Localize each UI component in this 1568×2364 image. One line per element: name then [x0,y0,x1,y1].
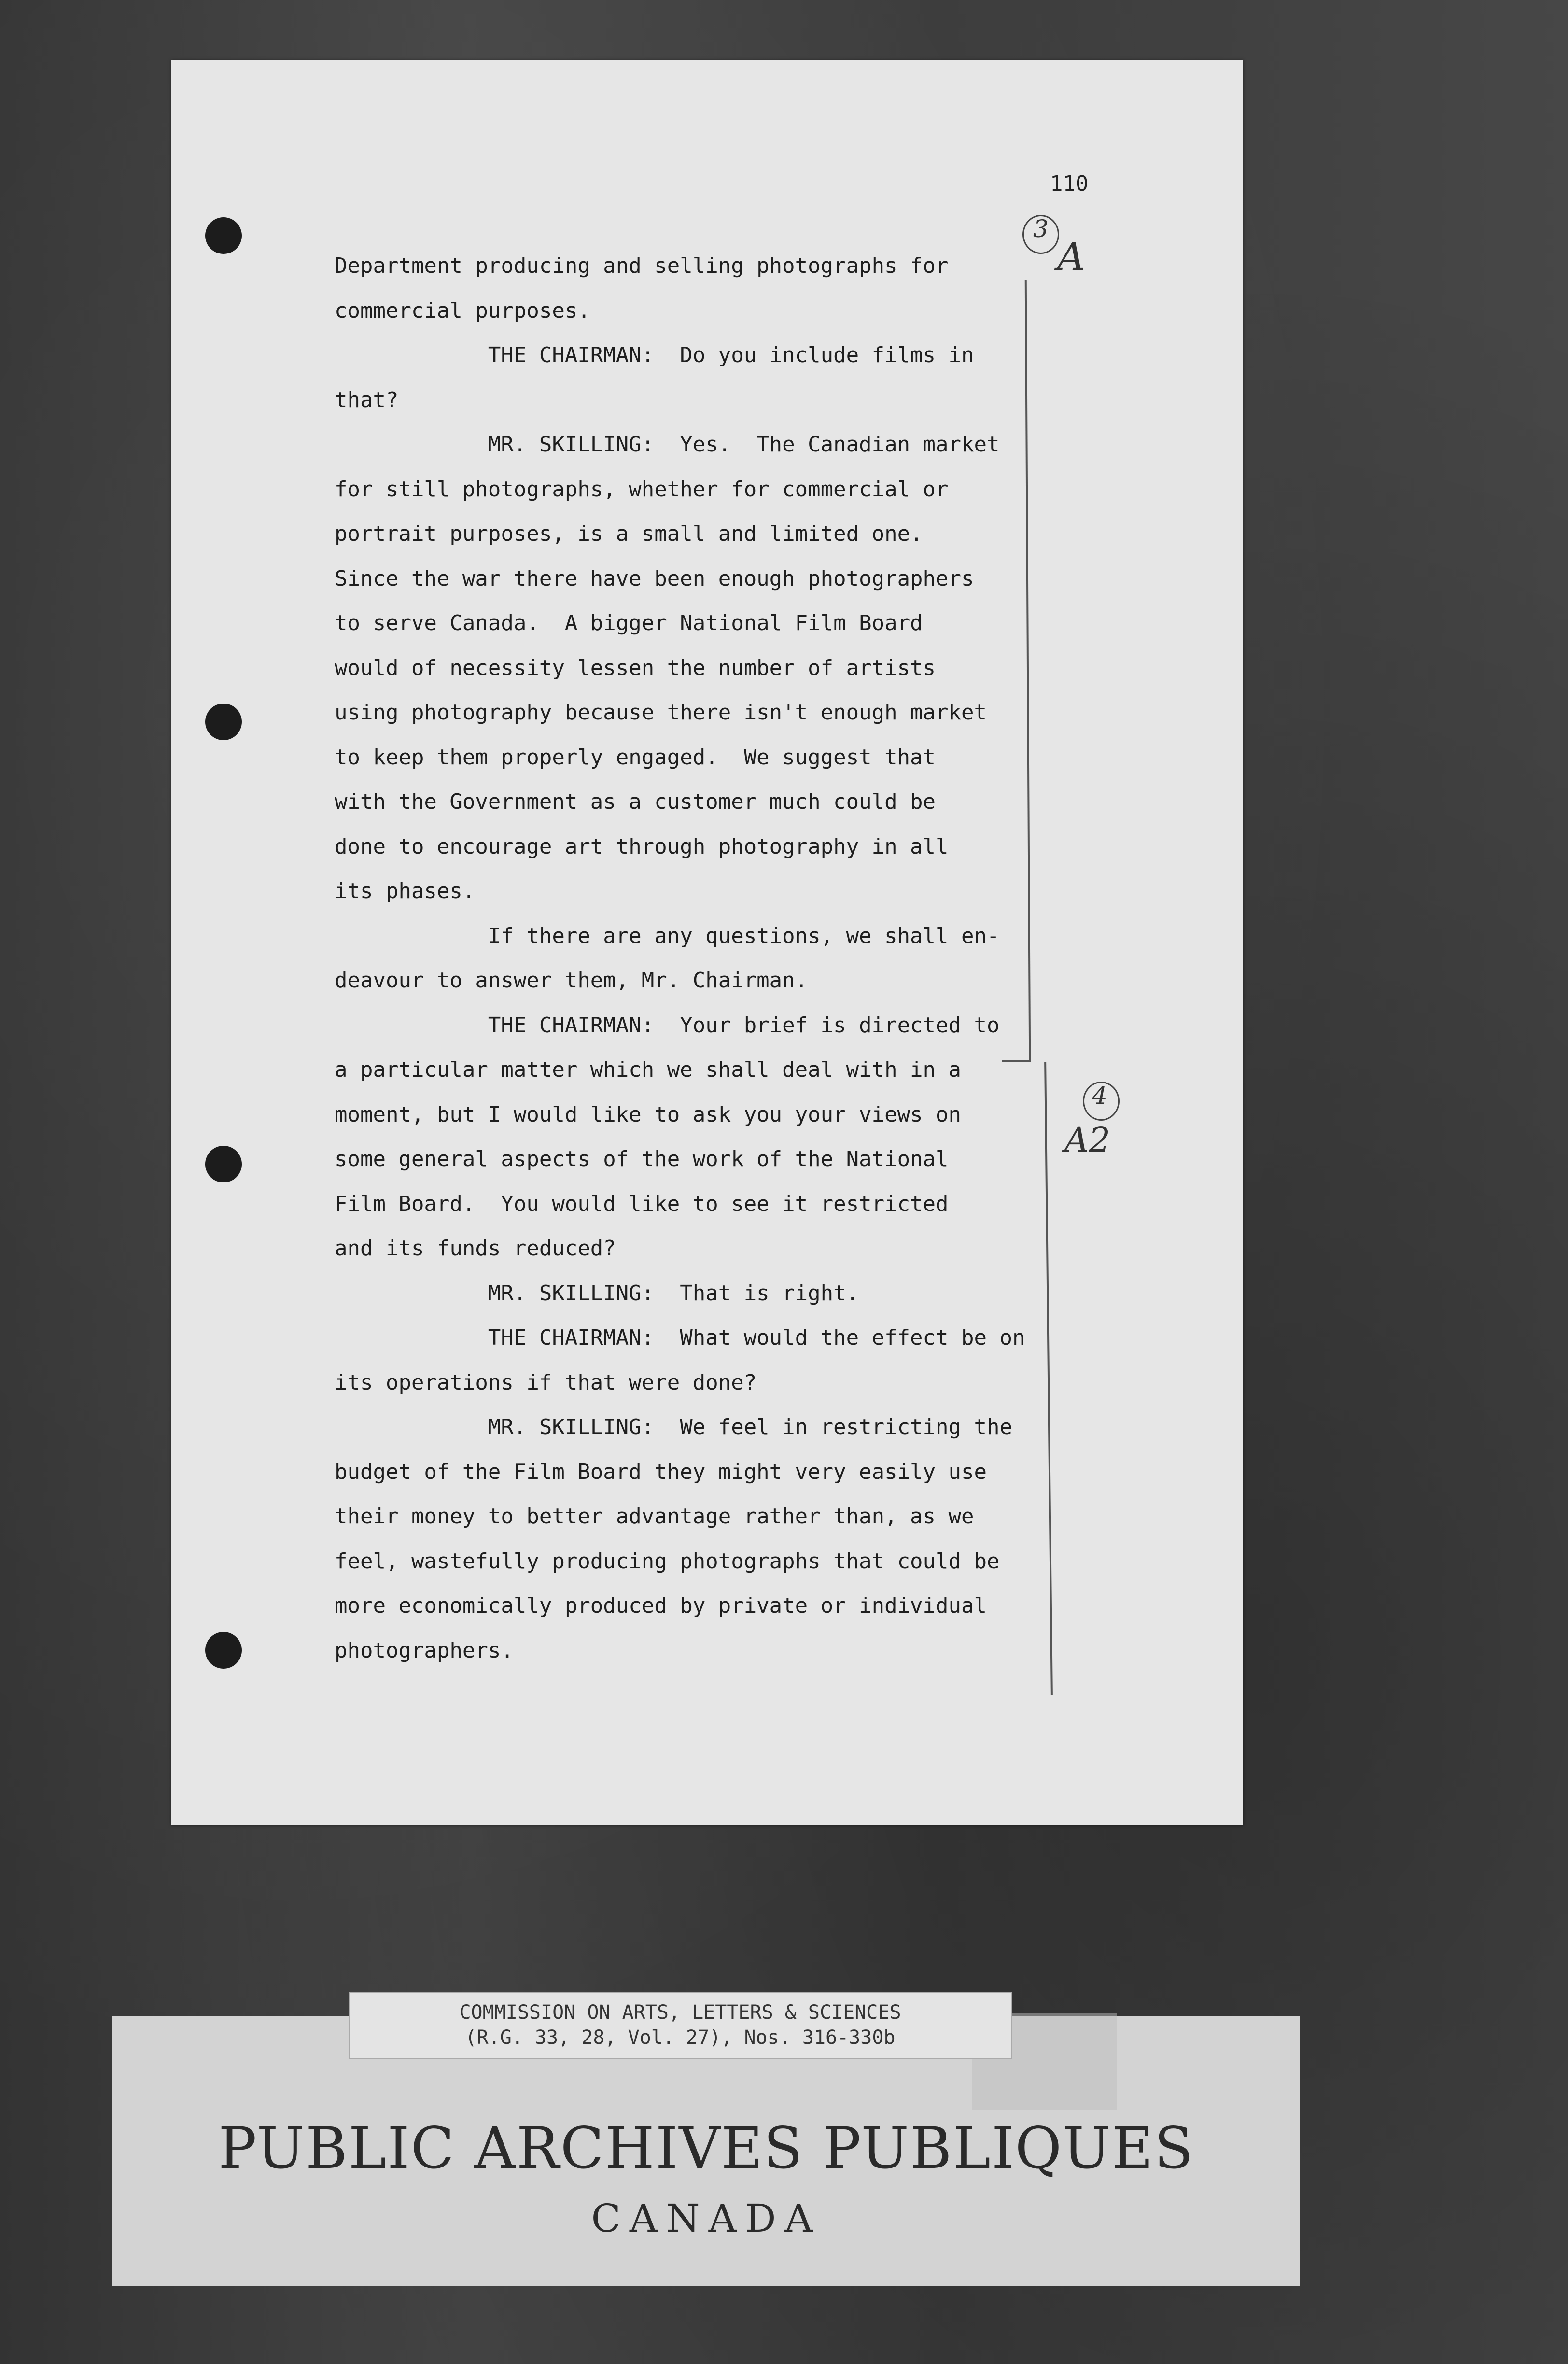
punch-hole-4 [205,1632,242,1669]
text-line: more economically produced by private or individual [335,1593,987,1618]
text-line: photographers. [335,1638,514,1663]
text-line: commercial purposes. [335,298,590,323]
text-line: with the Government as a customer much could be [335,789,936,814]
text-line: to keep them properly engaged. We suggest that [335,745,936,770]
punch-hole-1 [205,217,242,254]
text-line: and its funds reduced? [335,1236,616,1261]
margin-note-letter-1: A [1057,234,1085,279]
text-line: some general aspects of the work of the National [335,1147,949,1171]
text-line: Since the war there have been enough photographers [335,566,974,591]
punch-hole-2 [205,704,242,740]
margin-note-letter-2: A2 [1064,1120,1111,1160]
text-line: Film Board. You would like to see it restricted [335,1191,949,1216]
margin-note-number-1: 3 [1033,215,1049,243]
text-line: using photography because there isn't enough market [335,700,987,725]
text-line: their money to better advantage rather than, as we [335,1504,974,1529]
text-line: moment, but I would like to ask you your views on [335,1102,962,1127]
text-line: would of necessity lessen the number of artists [335,655,936,680]
transcript-text [335,244,1059,1673]
text-line: its phases. [335,879,476,903]
text-line: for still photographs, whether for commercial or [335,477,949,502]
text-line: deavour to answer them, Mr. Chairman. [335,968,808,993]
archive-reference-line-1: COMMISSION ON ARTS, LETTERS & SCIENCES [459,2001,901,2024]
text-line: feel, wastefully producing photographs that could be [335,1548,1000,1574]
text-line: Department producing and selling photographs for [335,253,949,278]
text-line: that? [335,387,399,412]
punch-hole-3 [205,1146,242,1182]
text-line: portrait purposes, is a small and limited one. [335,521,923,546]
archive-reference-label [349,1992,1012,2059]
text-line: MR. SKILLING: That is right. [335,1280,859,1306]
margin-note-number-2: 4 [1092,1082,1107,1110]
text-line: its operations if that were done? [335,1370,757,1395]
text-line: If there are any questions, we shall en- [335,923,1000,948]
text-line: THE CHAIRMAN: What would the effect be on [335,1325,1025,1350]
text-line: done to encourage art through photography in all [335,834,949,859]
archive-subtitle: CANADA [591,2196,822,2241]
text-line: budget of the Film Board they might very easily use [335,1459,987,1484]
text-line: MR. SKILLING: We feel in restricting the [335,1415,1012,1439]
text-line: to serve Canada. A bigger National Film Board [335,611,923,635]
page-number: 110 [1050,171,1089,196]
text-line: MR. SKILLING: Yes. The Canadian market [335,432,1000,457]
text-line: a particular matter which we shall deal with in a [335,1057,962,1082]
archive-title: PUBLIC ARCHIVES PUBLIQUES [218,2115,1194,2181]
text-line: THE CHAIRMAN: Do you include films in [335,343,974,367]
archive-reference-line-2: (R.G. 33, 28, Vol. 27), Nos. 316-330b [465,2026,896,2049]
text-line: THE CHAIRMAN: Your brief is directed to [335,1013,1000,1038]
